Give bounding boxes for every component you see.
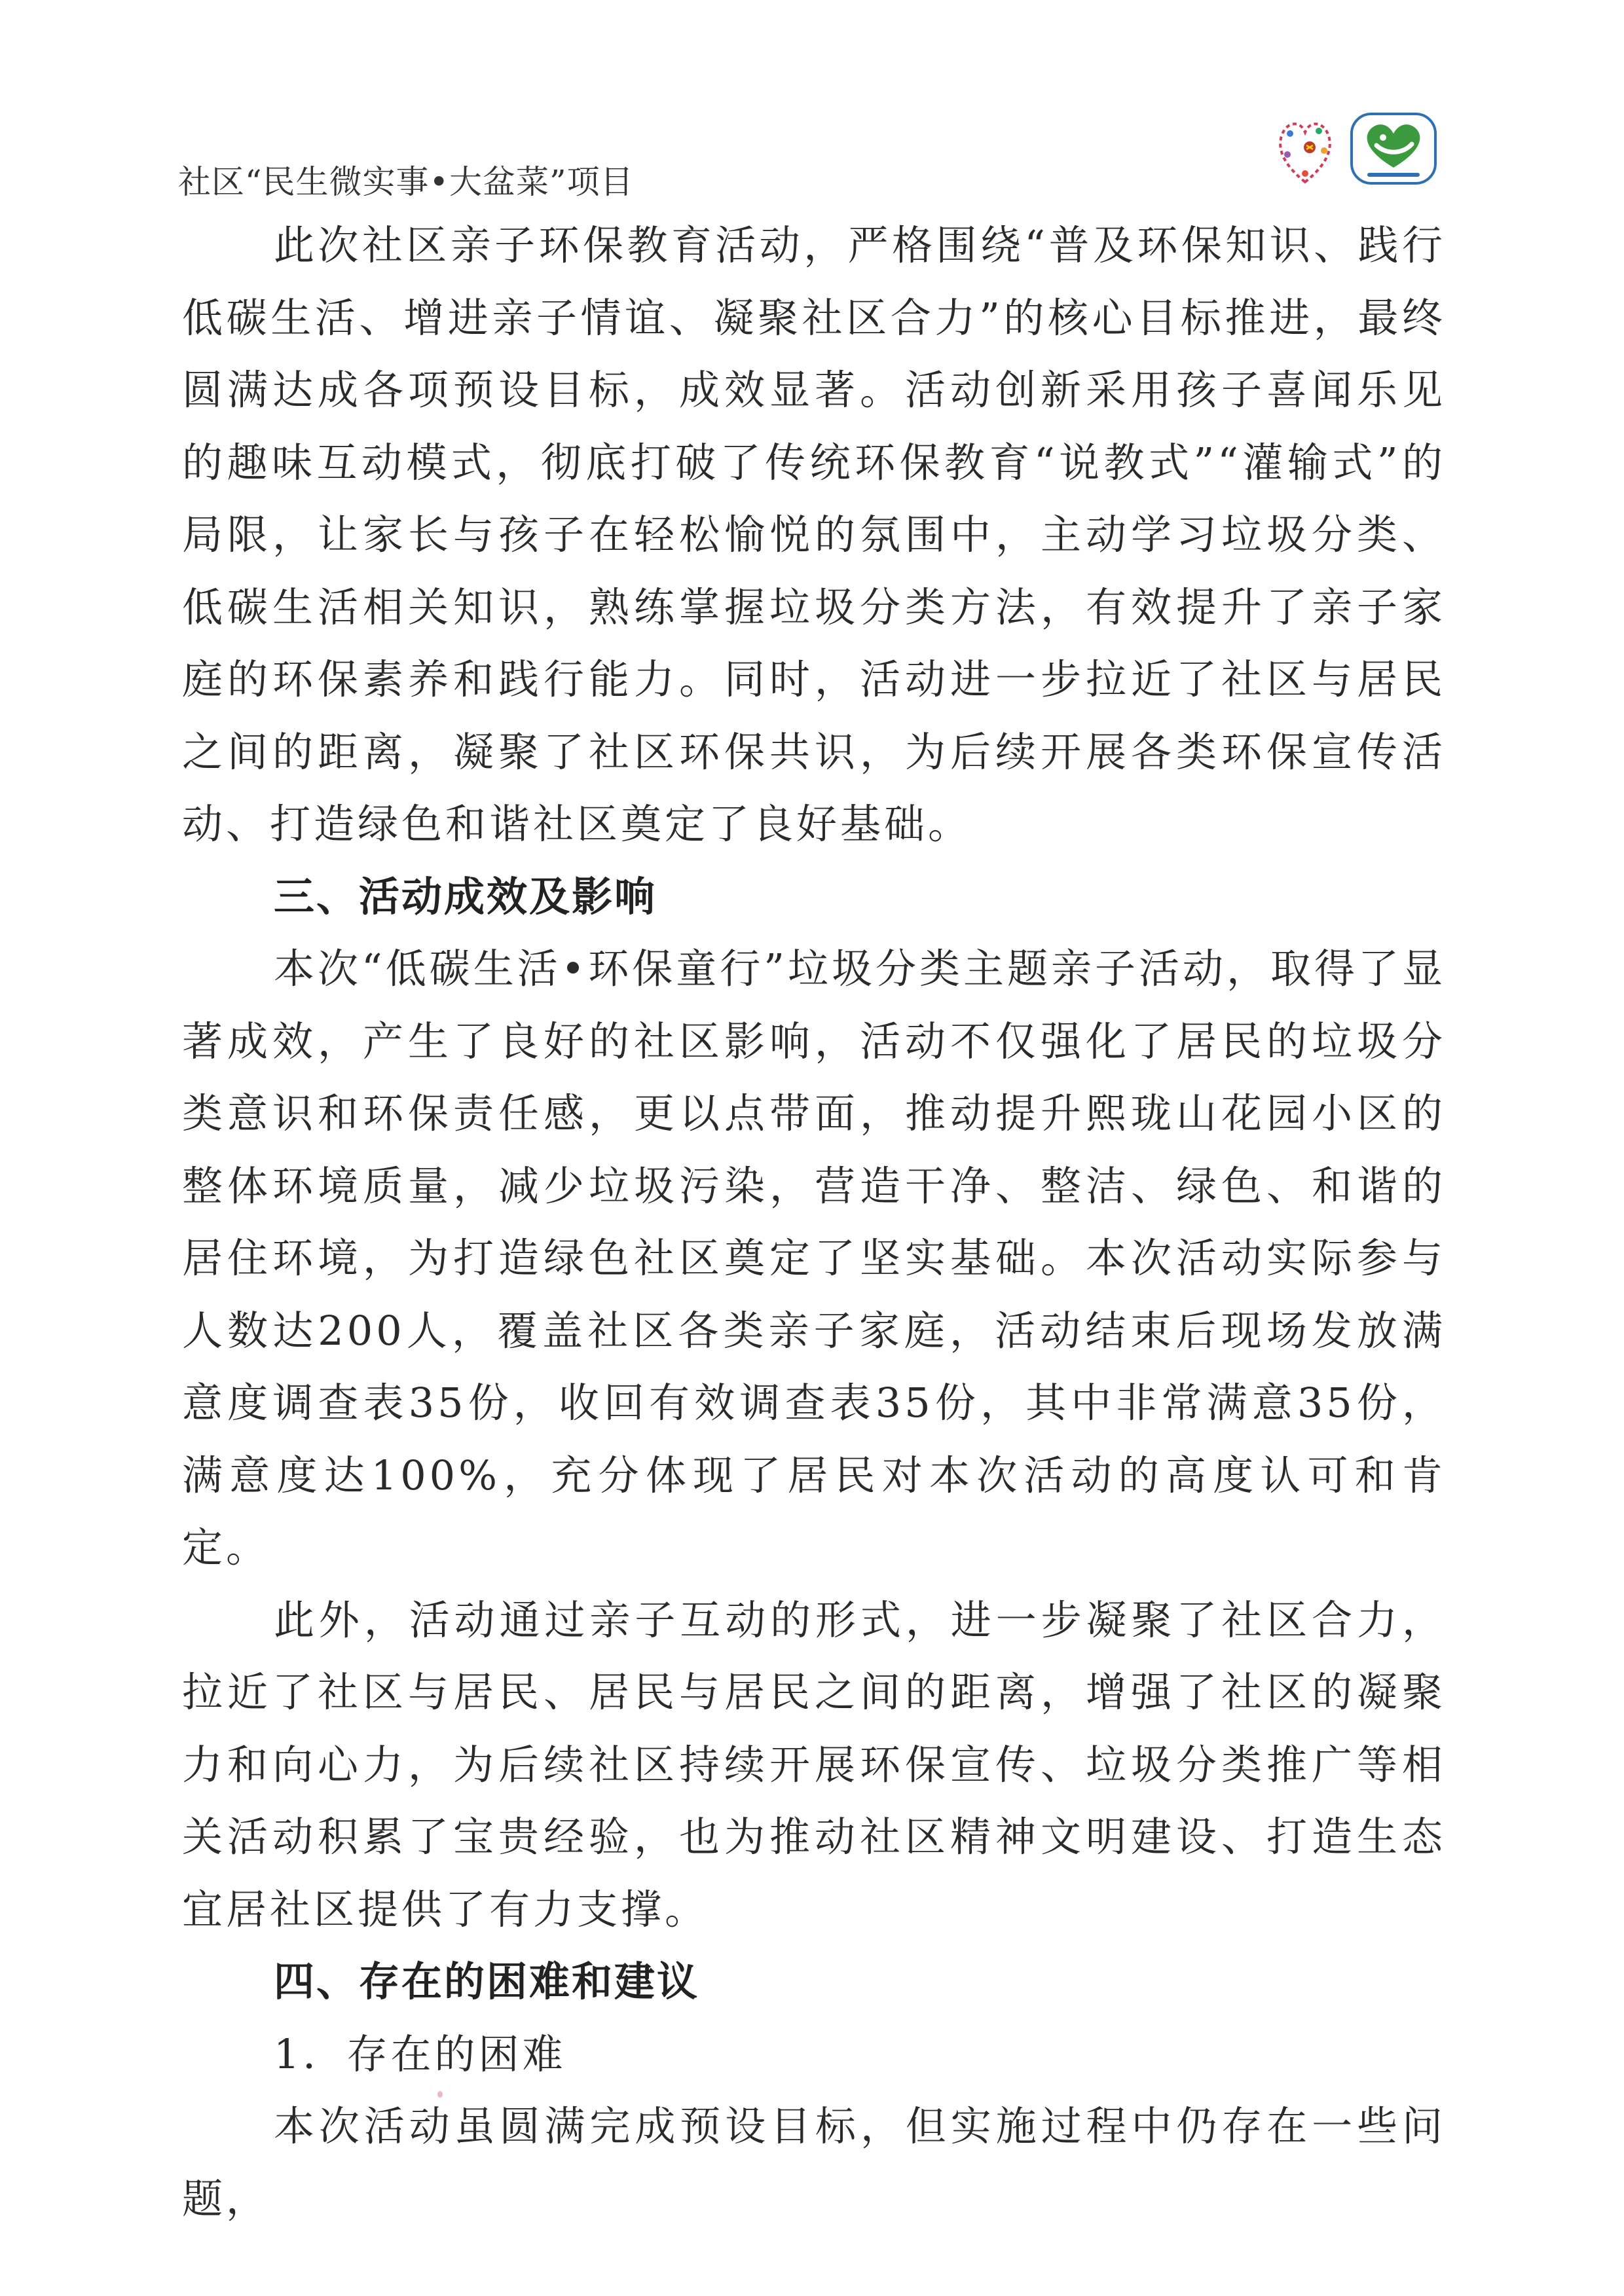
section-title-difficulties: 四、存在的困难和建议 [274,1958,700,2005]
paragraph-summary: 此次社区亲子环保教育活动，严格围绕“普及环保知识、践行低碳生活、增进亲子情谊、凝聚社区合力”的核心目标推进，最终圆满达成各项预设目标，成效显著。活动创新采用孩子喜闻乐见的趣味互动模式，彻底打破了传统环保教育“说教式”“灌输式”的局限，让家长与孩子在轻松愉悦的氛围中，主动学习垃圾分类、低碳生活相关知识，熟练掌握垃圾分类方法，有效提升了亲子家庭的环保素养和践行能力。同时，活动进一步拉近了社区与居民之间的距离，凝聚了社区环保共识，为后续开展各类环保宣传活动、打造绿色和谐社区奠定了良好基础。 [182,221,1446,848]
subsection-title-difficulties: 1．存在的困难 [274,2030,566,2078]
header-title: 社区“民生微实事•大盆菜”项目 [178,163,634,201]
paragraph-additional: 此外，活动通过亲子互动的形式，进一步凝聚了社区合力，拉近了社区与居民、居民与居民之间的距离，增强了社区的凝聚力和向心力，为后续社区持续开展环保宣传、垃圾分类推广等相关活动积累了宝贵经验，也为推动社区精神文明建设、打造生态宜居社区提供了有力支撑。 [182,1595,1446,1933]
heart-logo-icon [1276,111,1335,190]
section-title-results: 三、活动成效及影响 [274,872,657,920]
green-heart-logo-icon [1348,111,1439,187]
paragraph-results: 本次“低碳生活•环保童行”垃圾分类主题亲子活动，取得了显著成效，产生了良好的社区影响，活动不仅强化了居民的垃圾分类意识和环保责任感，更以点带面，推动提升熙珑山花园小区的整体环境质量，减少垃圾污染，营造干净、整洁、绿色、和谐的居住环境，为打造绿色社区奠定了坚实基础。本次活动实际参与人数达200人，覆盖社区各类亲子家庭，活动结束后现场发放满意度调查表35份，收回有效调查表35份，其中非常满意35份，满意度达100%，充分体现了居民对本次活动的高度认可和肯定。 [182,945,1446,1571]
paragraph-difficulties: 本次活动虽圆满完成预设目标，但实施过程中仍存在一些问题， [182,2102,1446,2223]
scan-mark [437,2091,443,2098]
document-body [182,210,1446,2235]
